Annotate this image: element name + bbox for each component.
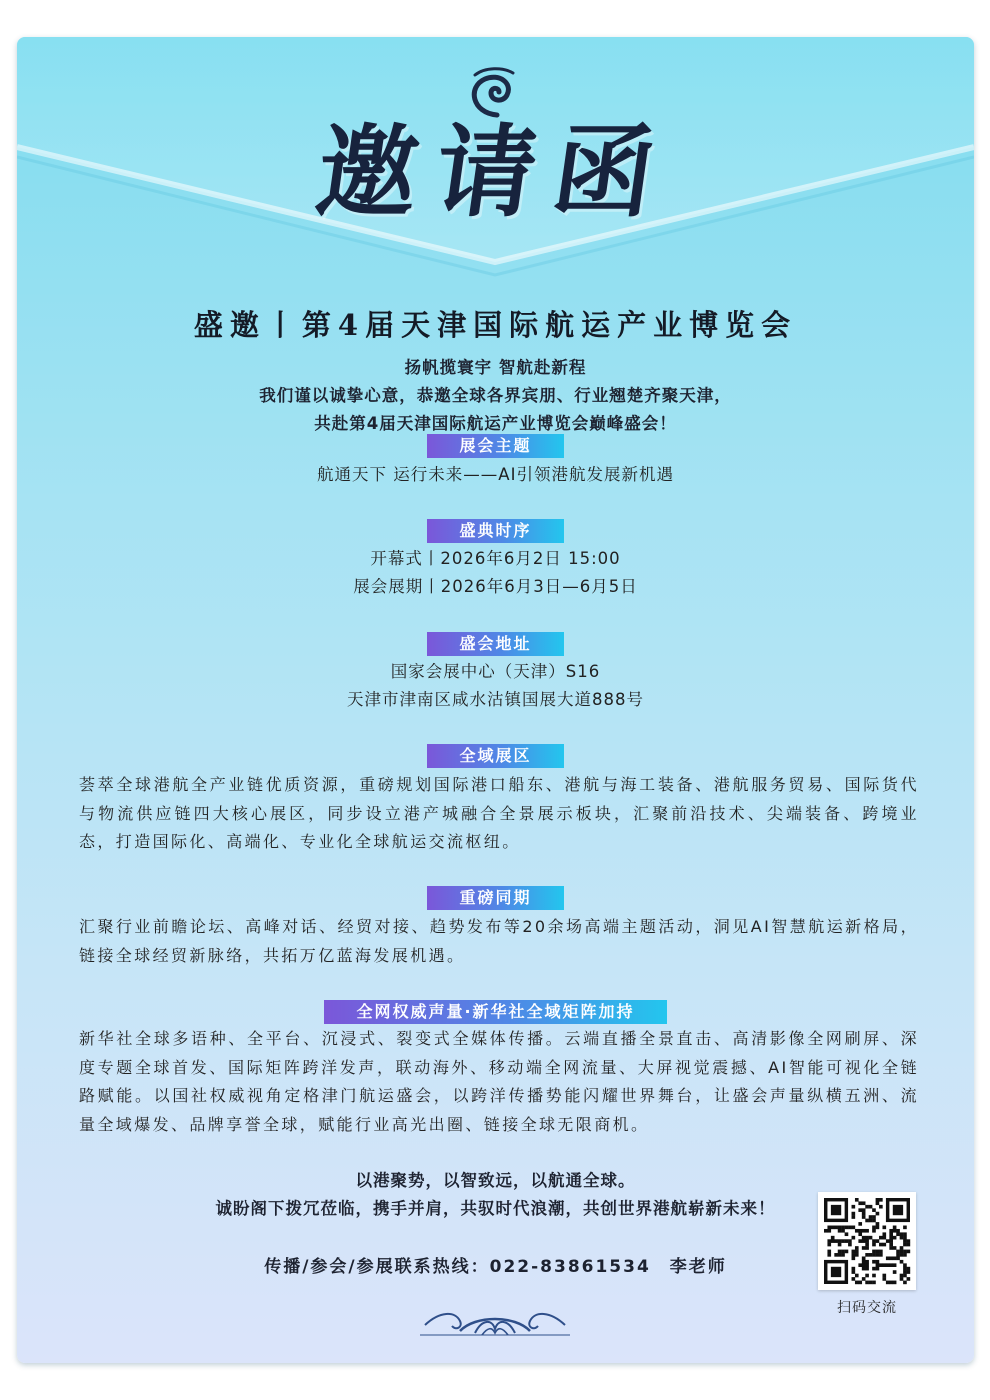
- intro-line: 共赴第4届天津国际航运产业博览会巅峰盛会！: [314, 414, 677, 433]
- schedule-label: 盛典时序: [427, 519, 563, 543]
- theme-label: 展会主题: [427, 434, 563, 458]
- invitation-title: 邀请函: [309, 113, 680, 231]
- media-label: 全网权威声量·新华社全域矩阵加持: [324, 1000, 666, 1024]
- zones-label: 全域展区: [427, 744, 563, 768]
- intro-block: [17, 354, 974, 438]
- events-label: 重磅同期: [427, 886, 563, 910]
- qr-code[interactable]: [818, 1192, 916, 1290]
- venue-text: [17, 658, 974, 714]
- wave-ornament-icon: [420, 1305, 570, 1341]
- theme-text: [17, 461, 974, 489]
- venue-label: 盛会地址: [427, 632, 563, 656]
- event-headline: 盛邀丨第4届天津国际航运产业博览会: [193, 308, 798, 342]
- venue-name-line: 国家会展中心（天津）S16: [390, 662, 601, 681]
- opening-ceremony-line: 开幕式丨2026年6月2日 15:00: [370, 549, 621, 568]
- invitation-card: [17, 37, 974, 1363]
- events-section: [17, 886, 974, 916]
- closing-line: 诚盼阁下拨冗莅临，携手并肩，共驭时代浪潮，共创世界港航崭新未来！: [215, 1199, 776, 1218]
- zones-section: [17, 744, 974, 774]
- media-paragraph: 新华社全球多语种、全平台、沉浸式、裂变式全媒体传播。云端直播全景直击、高清影像全网刷屏、深度专题全球首发、国际矩阵跨洋发声，联动海外、移动端全网流量、大屏视觉震撼、AI智能可视化全链路赋能。以国社权威视角定格津门航运盛会，以跨洋传播势能闪耀世界舞台，让盛会声量纵横五洲、流量全域爆发、品牌享誉全球，赋能行业高光出圈、链接全球无限商机。: [79, 1029, 919, 1134]
- exhibition-period-line: 展会展期丨2026年6月3日—6月5日: [353, 577, 638, 596]
- intro-line: 扬帆揽寰宇 智航赴新程: [404, 358, 587, 377]
- theme-line: 航通天下 运行未来——AI引领港航发展新机遇: [317, 465, 674, 484]
- intro-line: 我们谨以诚挚心意，恭邀全球各界宾朋、行业翘楚齐聚天津，: [259, 386, 732, 405]
- theme-section: [17, 434, 974, 464]
- events-paragraph: 汇聚行业前瞻论坛、高峰对话、经贸对接、趋势发布等20余场高端主题活动，洞见AI智慧航运新格局，链接全球经贸新脉络，共拓万亿蓝海发展机遇。: [79, 917, 919, 965]
- zones-paragraph: 荟萃全球港航全产业链优质资源，重磅规划国际港口船东、港航与海工装备、港航服务贸易、国际货代与物流供应链四大核心展区，同步设立港产城融合全景展示板块，汇聚前沿技术、尖端装备、跨境业态，打造国际化、高端化、专业化全球航运交流枢纽。: [79, 775, 919, 851]
- schedule-text: [17, 545, 974, 601]
- venue-address-line: 天津市津南区咸水沽镇国展大道888号: [347, 690, 644, 709]
- qr-label: 扫码交流: [837, 1300, 897, 1316]
- contact-hotline: 传播/参会/参展联系热线：022-83861534 李老师: [264, 1257, 727, 1277]
- qr-code-icon: [818, 1192, 916, 1290]
- closing-line: 以港聚势，以智致远，以航通全球。: [355, 1171, 636, 1190]
